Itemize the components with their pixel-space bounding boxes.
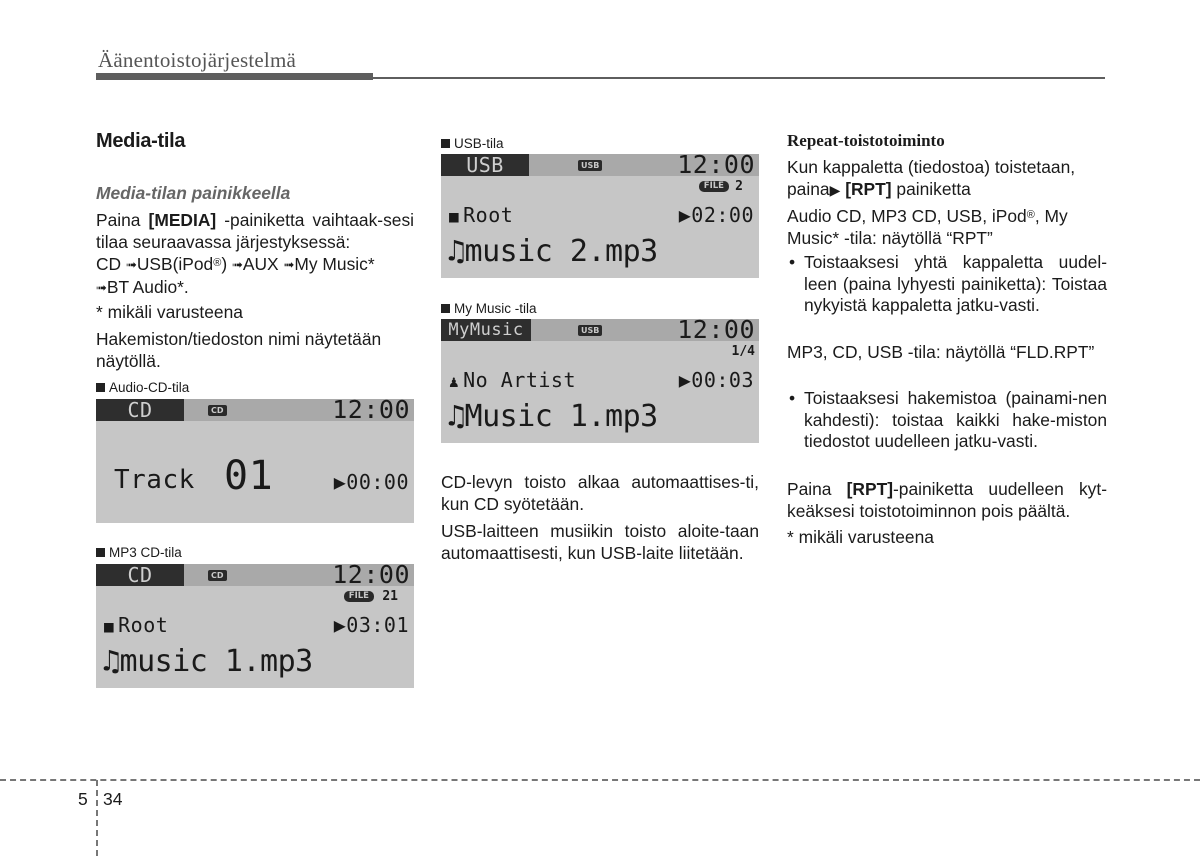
square-bullet-icon: [441, 139, 450, 148]
repeat-paragraph-3: MP3, CD, USB -tila: näytöllä “FLD.RPT”: [787, 342, 1095, 362]
repeat-bullets-2: [787, 388, 1107, 453]
lcd-screen-usb: [441, 154, 759, 278]
folder-name-paragraph: Hakemiston/tiedoston nimi näytetään näytöllä.: [96, 329, 382, 371]
list-item: • Toistaaksesi hakemistoa (painami-nen kahdesti): toistaa kaikki hake-miston tiedostot uudelleen jatku-vasti.: [787, 388, 1107, 453]
rpt-button-label: [RPT]: [845, 178, 892, 199]
artist-icon: ♟: [449, 372, 460, 391]
media-instruction: Paina [MEDIA] -painiketta vaihtaak-sesi tilaa seuraavassa järjestyksessä:: [96, 210, 415, 252]
file-number: 2: [735, 179, 743, 194]
section-number: 5: [78, 789, 88, 809]
arrow-right-icon: ➟: [125, 257, 137, 272]
lcd-clock: 12:00: [332, 564, 410, 589]
play-time: ▶03:01: [333, 613, 409, 637]
track-label: Track: [114, 465, 195, 495]
song-title: ♫music 1.mp3: [102, 644, 313, 679]
list-item: • Toistaaksesi yhtä kappaletta uudel-leen (paina lyhyesti painiketta): Toistaa nykyistä kappaletta jatku-vasti.: [787, 252, 1107, 317]
media-button-label: [MEDIA]: [148, 210, 217, 230]
usb-autoplay-paragraph: USB-laitteen musiikin toisto aloite-taan automaattisesti, kun USB-laite liitetään.: [441, 521, 759, 563]
song-title: ♫Music 1.mp3: [447, 399, 658, 434]
caption-usb: USB-tila: [441, 136, 504, 151]
lcd-screen-audio-cd: [96, 399, 414, 523]
footer-dashed-divider: [96, 780, 98, 856]
section-heading: Media-tila: [96, 130, 186, 152]
square-bullet-icon: [96, 383, 105, 392]
lcd-mode-label: CD: [96, 399, 184, 421]
track-number: 01: [224, 453, 274, 499]
square-bullet-icon: [96, 548, 105, 557]
square-bullet-icon: [441, 304, 450, 313]
header-rule-thin: [373, 77, 1105, 79]
equipment-note-2: * mikäli varusteena: [787, 527, 934, 547]
lcd-mode-label: MyMusic: [441, 319, 531, 341]
lcd-screen-mp3-cd: [96, 564, 414, 688]
lcd-mode-label: CD: [96, 564, 184, 586]
arrow-right-icon: ➟: [96, 279, 107, 295]
repeat-paragraph-2: Audio CD, MP3 CD, USB, iPod®, My Music* -tila: näytöllä “RPT”: [787, 206, 1068, 248]
track-index: 1/4: [731, 344, 755, 359]
lcd-clock: 12:00: [332, 399, 410, 424]
lcd-clock: 12:00: [677, 319, 755, 344]
caption-audio-cd: Audio-CD-tila: [96, 380, 189, 395]
play-triangle-icon: ▶: [829, 181, 841, 198]
header-rule-thick: [96, 73, 373, 80]
play-time: ▶02:00: [678, 203, 754, 227]
repeat-bullets-1: [787, 252, 1107, 317]
subheading: Media-tilan painikkeella: [96, 183, 291, 203]
caption-my-music: My Music -tila: [441, 301, 537, 316]
media-paragraph: [96, 210, 414, 299]
file-number: 21: [382, 589, 398, 604]
play-time: ▶00:00: [333, 470, 409, 494]
repeat-paragraph-1: Kun kappaletta (tiedostoa) toistetaan, paina▶ [RPT] painiketta: [787, 157, 1076, 199]
mode-sequence: CD ➟USB(iPod®) ➟AUX ➟My Music* ➟BT Audio*.: [96, 254, 375, 297]
folder-line: ■ Root: [449, 203, 514, 227]
caption-mp3-cd: MP3 CD-tila: [96, 545, 182, 560]
play-time: ▶00:03: [678, 368, 754, 392]
cd-badge-icon: CD: [208, 405, 227, 416]
arrow-right-icon: ➟: [283, 257, 295, 272]
repeat-heading: Repeat-toistotoiminto: [787, 131, 945, 150]
cd-autoplay-paragraph: CD-levyn toisto alkaa automaattises-ti, kun CD syötetään.: [441, 472, 759, 514]
rpt-button-label: [RPT]: [846, 479, 894, 499]
folder-icon: ■: [449, 207, 460, 226]
usb-badge-icon: USB: [578, 160, 602, 171]
folder-line: ■ Root: [104, 613, 169, 637]
lcd-mode-label: USB: [441, 154, 529, 176]
file-badge-icon: FILE: [344, 591, 374, 602]
file-badge-icon: FILE: [699, 181, 729, 192]
footer-dashed-rule: [0, 779, 1200, 781]
lcd-clock: 12:00: [677, 154, 755, 179]
lcd-screen-my-music: [441, 319, 759, 443]
cd-badge-icon: CD: [208, 570, 227, 581]
repeat-paragraph-4: Paina [RPT]-painiketta uudelleen kyt-keäksesi toistotoiminnon pois päältä.: [787, 479, 1108, 521]
song-title: ♫music 2.mp3: [447, 234, 658, 269]
folder-icon: ■: [104, 617, 115, 636]
page-number: 34: [103, 789, 123, 809]
equipment-note: * mikäli varusteena: [96, 302, 243, 322]
artist-line: ♟ No Artist: [449, 368, 577, 392]
usb-badge-icon: USB: [578, 325, 602, 336]
arrow-right-icon: ➟: [231, 257, 243, 272]
page-header-title: Äänentoistojärjestelmä: [98, 48, 297, 72]
